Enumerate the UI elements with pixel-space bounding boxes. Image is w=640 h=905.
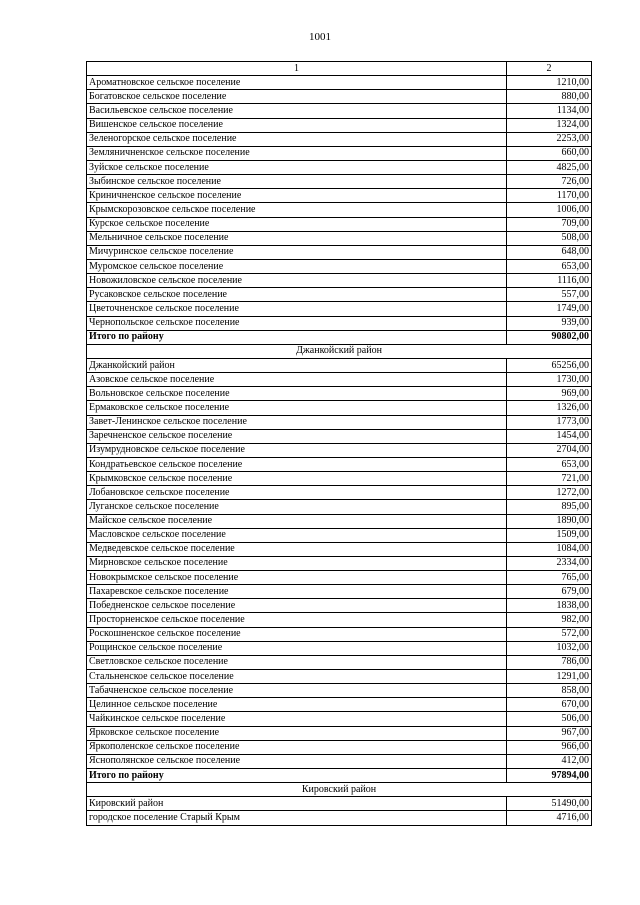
settlement-name: Целинное сельское поселение <box>87 698 507 712</box>
table-row <box>87 118 592 132</box>
amount-value: 51490,00 <box>507 797 592 811</box>
settlement-name: Цветочненское сельское поселение <box>87 302 507 316</box>
table-row <box>87 429 592 443</box>
settlement-name: Пахаревское сельское поселение <box>87 585 507 599</box>
settlement-name: Новожиловское сельское поселение <box>87 274 507 288</box>
settlement-name: Табачненское сельское поселение <box>87 684 507 698</box>
table-row <box>87 599 592 613</box>
table-row <box>87 274 592 288</box>
table-row <box>87 514 592 528</box>
table-row <box>87 76 592 90</box>
amount-value: 895,00 <box>507 500 592 514</box>
settlement-name: Богатовское сельское поселение <box>87 90 507 104</box>
table-row <box>87 146 592 160</box>
table-row <box>87 684 592 698</box>
settlement-name: Зуйское сельское поселение <box>87 160 507 174</box>
amount-value: 1509,00 <box>507 528 592 542</box>
amount-value: 670,00 <box>507 698 592 712</box>
table-row <box>87 670 592 684</box>
settlement-name: Светловское сельское поселение <box>87 655 507 669</box>
table-header-row <box>87 62 592 76</box>
amount-value: 660,00 <box>507 146 592 160</box>
header-col-1: 1 <box>87 62 507 76</box>
table-row <box>87 90 592 104</box>
settlement-name: Чернопольское сельское поселение <box>87 316 507 330</box>
settlement-name: Ярковское сельское поселение <box>87 726 507 740</box>
settlement-name: Крымковское сельское поселение <box>87 472 507 486</box>
settlement-name: Новокрымское сельское поселение <box>87 571 507 585</box>
settlement-name: Яркополенское сельское поселение <box>87 740 507 754</box>
settlement-name: Земляничненское сельское поселение <box>87 146 507 160</box>
table-row <box>87 288 592 302</box>
amount-value: 2334,00 <box>507 556 592 570</box>
settlement-name: Луганское сельское поселение <box>87 500 507 514</box>
settlement-name: Победненское сельское поселение <box>87 599 507 613</box>
settlement-name: Просторненское сельское поселение <box>87 613 507 627</box>
amount-value: 1890,00 <box>507 514 592 528</box>
amount-value: 982,00 <box>507 613 592 627</box>
settlement-name: Муромское сельское поселение <box>87 259 507 273</box>
settlement-name: Джанкойский район <box>87 358 507 372</box>
amount-value: 1454,00 <box>507 429 592 443</box>
settlement-name: Масловское сельское поселение <box>87 528 507 542</box>
amount-value: 4825,00 <box>507 160 592 174</box>
amount-value: 508,00 <box>507 231 592 245</box>
table-row <box>87 712 592 726</box>
amount-value: 1134,00 <box>507 104 592 118</box>
table-row <box>87 415 592 429</box>
settlement-name: Зеленогорское сельское поселение <box>87 132 507 146</box>
settlement-name: Роскошненское сельское поселение <box>87 627 507 641</box>
settlement-name: Мирновское сельское поселение <box>87 556 507 570</box>
table-row <box>87 556 592 570</box>
total-row <box>87 769 592 783</box>
settlement-name: Зыбинское сельское поселение <box>87 175 507 189</box>
table-row <box>87 472 592 486</box>
table-row <box>87 571 592 585</box>
amount-value: 1730,00 <box>507 373 592 387</box>
table-row <box>87 160 592 174</box>
amount-value: 966,00 <box>507 740 592 754</box>
settlement-name: Кондратьевское сельское поселение <box>87 457 507 471</box>
settlement-name: Кировский район <box>87 797 507 811</box>
settlement-name: Заречненское сельское поселение <box>87 429 507 443</box>
amount-value: 1210,00 <box>507 76 592 90</box>
table-row <box>87 302 592 316</box>
amount-value: 1032,00 <box>507 641 592 655</box>
amount-value: 967,00 <box>507 726 592 740</box>
settlement-name: Криничненское сельское поселение <box>87 189 507 203</box>
amount-value: 1324,00 <box>507 118 592 132</box>
table-row <box>87 189 592 203</box>
total-value: 90802,00 <box>507 330 592 344</box>
total-value: 97894,00 <box>507 769 592 783</box>
amount-value: 4716,00 <box>507 811 592 825</box>
settlement-name: Завет-Ленинское сельское поселение <box>87 415 507 429</box>
amount-value: 65256,00 <box>507 358 592 372</box>
amount-value: 726,00 <box>507 175 592 189</box>
amount-value: 1291,00 <box>507 670 592 684</box>
table-row <box>87 203 592 217</box>
distribution-table <box>86 61 592 826</box>
settlement-name: Васильевское сельское поселение <box>87 104 507 118</box>
amount-value: 1170,00 <box>507 189 592 203</box>
amount-value: 1326,00 <box>507 401 592 415</box>
table-row <box>87 797 592 811</box>
table-row <box>87 373 592 387</box>
table-row <box>87 500 592 514</box>
table-body <box>87 62 592 826</box>
amount-value: 765,00 <box>507 571 592 585</box>
section-title: Джанкойский район <box>87 344 592 358</box>
amount-value: 412,00 <box>507 754 592 768</box>
settlement-name: городское поселение Старый Крым <box>87 811 507 825</box>
amount-value: 1006,00 <box>507 203 592 217</box>
table-row <box>87 613 592 627</box>
table-row <box>87 245 592 259</box>
table-row <box>87 132 592 146</box>
table-row <box>87 641 592 655</box>
amount-value: 572,00 <box>507 627 592 641</box>
settlement-name: Вольновское сельское поселение <box>87 387 507 401</box>
amount-value: 709,00 <box>507 217 592 231</box>
table-row <box>87 316 592 330</box>
amount-value: 679,00 <box>507 585 592 599</box>
settlement-name: Вишенское сельское поселение <box>87 118 507 132</box>
section-header-row <box>87 783 592 797</box>
amount-value: 2704,00 <box>507 443 592 457</box>
table-row <box>87 740 592 754</box>
amount-value: 2253,00 <box>507 132 592 146</box>
amount-value: 653,00 <box>507 259 592 273</box>
table-row <box>87 217 592 231</box>
settlement-name: Чайкинское сельское поселение <box>87 712 507 726</box>
amount-value: 969,00 <box>507 387 592 401</box>
amount-value: 939,00 <box>507 316 592 330</box>
settlement-name: Азовское сельское поселение <box>87 373 507 387</box>
table-row <box>87 231 592 245</box>
settlement-name: Изумрудновское сельское поселение <box>87 443 507 457</box>
table-row <box>87 528 592 542</box>
table-row <box>87 811 592 825</box>
table-row <box>87 358 592 372</box>
settlement-name: Майское сельское поселение <box>87 514 507 528</box>
settlement-name: Ермаковское сельское поселение <box>87 401 507 415</box>
amount-value: 648,00 <box>507 245 592 259</box>
settlement-name: Курское сельское поселение <box>87 217 507 231</box>
amount-value: 1838,00 <box>507 599 592 613</box>
total-row <box>87 330 592 344</box>
settlement-name: Ароматновское сельское поселение <box>87 76 507 90</box>
amount-value: 1749,00 <box>507 302 592 316</box>
header-col-2: 2 <box>507 62 592 76</box>
table-row <box>87 754 592 768</box>
amount-value: 506,00 <box>507 712 592 726</box>
table-row <box>87 259 592 273</box>
amount-value: 1272,00 <box>507 486 592 500</box>
section-header-row <box>87 344 592 358</box>
amount-value: 1116,00 <box>507 274 592 288</box>
settlement-name: Медведевское сельское поселение <box>87 542 507 556</box>
settlement-name: Рощинское сельское поселение <box>87 641 507 655</box>
settlement-name: Лобановское сельское поселение <box>87 486 507 500</box>
settlement-name: Стальненское сельское поселение <box>87 670 507 684</box>
table-row <box>87 627 592 641</box>
amount-value: 858,00 <box>507 684 592 698</box>
table-row <box>87 443 592 457</box>
amount-value: 1084,00 <box>507 542 592 556</box>
table-row <box>87 175 592 189</box>
table-row <box>87 387 592 401</box>
table-row <box>87 655 592 669</box>
page-number: 1001 <box>309 31 331 43</box>
total-label: Итого по району <box>87 330 507 344</box>
settlement-name: Яснополянское сельское поселение <box>87 754 507 768</box>
settlement-name: Мичуринское сельское поселение <box>87 245 507 259</box>
table-row <box>87 726 592 740</box>
amount-value: 557,00 <box>507 288 592 302</box>
table-row <box>87 457 592 471</box>
table-row <box>87 401 592 415</box>
amount-value: 880,00 <box>507 90 592 104</box>
table-row <box>87 585 592 599</box>
table-row <box>87 698 592 712</box>
amount-value: 1773,00 <box>507 415 592 429</box>
amount-value: 786,00 <box>507 655 592 669</box>
table-row <box>87 486 592 500</box>
section-title: Кировский район <box>87 783 592 797</box>
settlement-name: Крымскорозовское сельское поселение <box>87 203 507 217</box>
table-row <box>87 104 592 118</box>
settlement-name: Мельничное сельское поселение <box>87 231 507 245</box>
amount-value: 721,00 <box>507 472 592 486</box>
settlement-name: Русаковское сельское поселение <box>87 288 507 302</box>
amount-value: 653,00 <box>507 457 592 471</box>
total-label: Итого по району <box>87 769 507 783</box>
table-row <box>87 542 592 556</box>
